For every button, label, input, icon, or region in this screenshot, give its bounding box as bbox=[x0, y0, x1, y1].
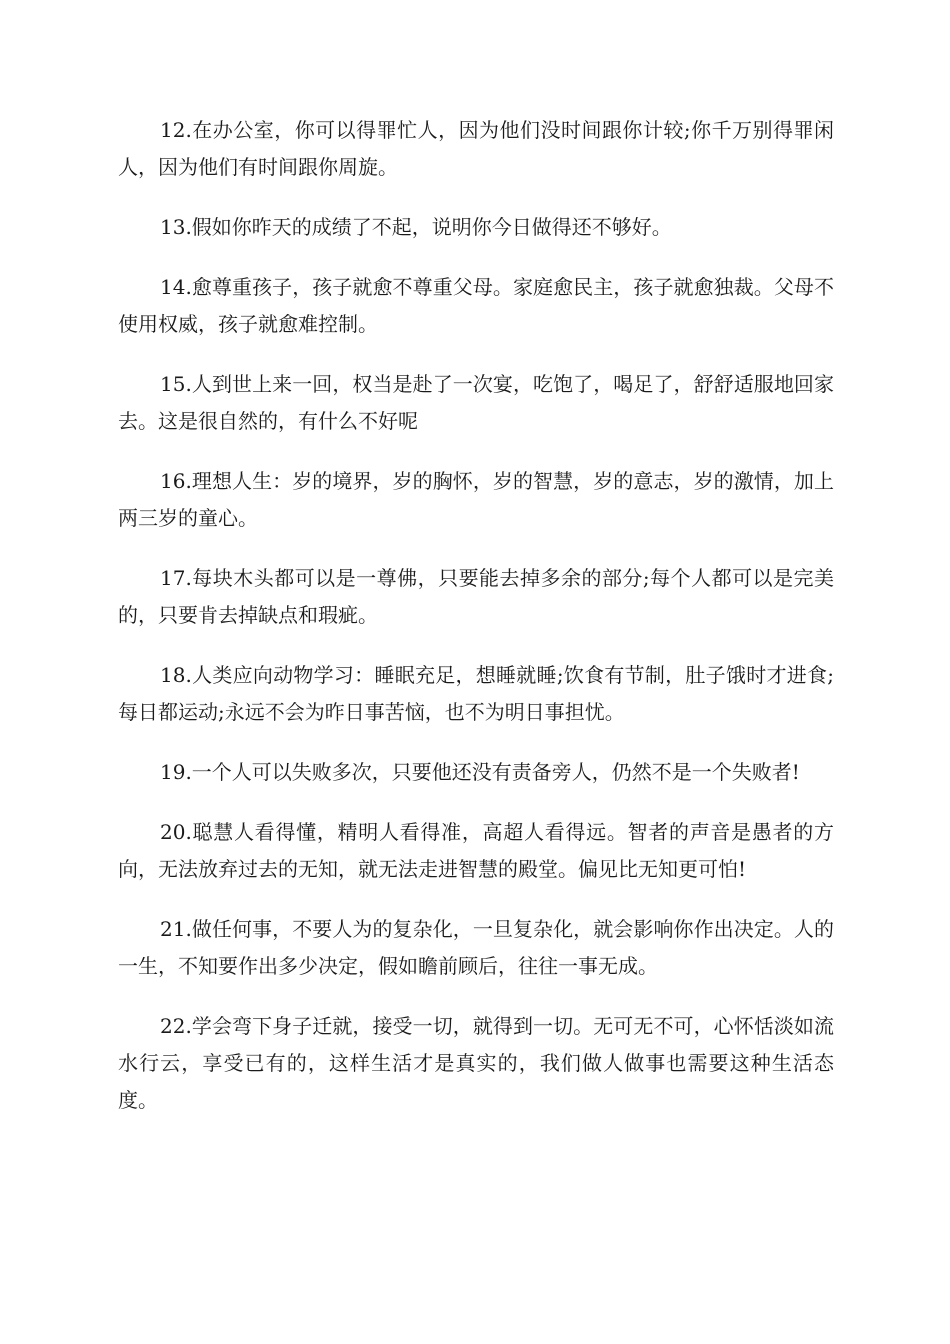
paragraph-17: 17.每块木头都可以是一尊佛，只要能去掉多余的部分;每个人都可以是完美的，只要肯去掉缺点和瑕疵。 bbox=[118, 566, 834, 627]
document-body bbox=[118, 112, 834, 1142]
paragraph-16: 16.理想人生：岁的境界，岁的胸怀，岁的智慧，岁的意志，岁的激情，加上两三岁的童心。 bbox=[118, 469, 834, 530]
paragraph-15: 15.人到世上来一回，权当是赴了一次宴，吃饱了，喝足了，舒舒适服地回家去。这是很自然的，有什么不好呢 bbox=[118, 372, 834, 433]
paragraph-22: 22.学会弯下身子迁就，接受一切，就得到一切。无可无不可，心怀恬淡如流水行云，享受已有的，这样生活才是真实的，我们做人做事也需要这种生活态度。 bbox=[118, 1014, 834, 1112]
paragraph-12: 12.在办公室，你可以得罪忙人，因为他们没时间跟你计较;你千万别得罪闲人，因为他们有时间跟你周旋。 bbox=[118, 118, 834, 179]
paragraph-13: 13.假如你昨天的成绩了不起，说明你今日做得还不够好。 bbox=[160, 215, 672, 239]
paragraph-14: 14.愈尊重孩子，孩子就愈不尊重父母。家庭愈民主，孩子就愈独裁。父母不使用权威，孩子就愈难控制。 bbox=[118, 275, 834, 336]
paragraph-21: 21.做任何事，不要人为的复杂化，一旦复杂化，就会影响你作出决定。人的一生，不知要作出多少决定，假如瞻前顾后，往往一事无成。 bbox=[118, 917, 834, 978]
paragraph-20: 20.聪慧人看得懂，精明人看得准，高超人看得远。智者的声音是愚者的方向，无法放弃过去的无知，就无法走进智慧的殿堂。偏见比无知更可怕! bbox=[118, 820, 834, 881]
paragraph-18: 18.人类应向动物学习：睡眠充足，想睡就睡;饮食有节制，肚子饿时才进食;每日都运动;永远不会为昨日事苦恼，也不为明日事担忧。 bbox=[118, 663, 834, 724]
paragraph-19: 19.一个人可以失败多次，只要他还没有责备旁人，仍然不是一个失败者! bbox=[160, 760, 800, 784]
